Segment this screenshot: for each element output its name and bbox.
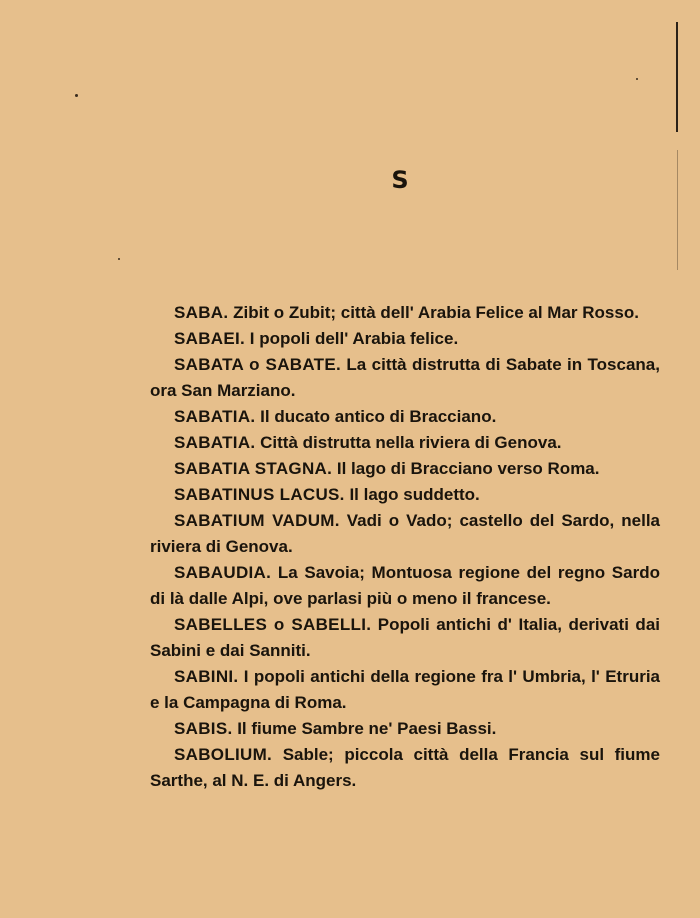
entry-term: SABOLIUM. bbox=[174, 745, 273, 764]
entry-term: SABELLES o SABELLI. bbox=[174, 615, 372, 634]
entry-text: Il ducato antico di Bracciano. bbox=[255, 407, 497, 426]
entry bbox=[150, 482, 660, 508]
entry bbox=[150, 560, 660, 612]
entry-term: SABA. bbox=[174, 303, 229, 322]
entry bbox=[150, 742, 660, 794]
entry bbox=[150, 508, 660, 560]
entry-text: Il lago suddetto. bbox=[344, 485, 480, 504]
entry-term: SABATIA STAGNA. bbox=[174, 459, 333, 478]
entry-text: Il fiume Sambre ne' Paesi Bassi. bbox=[232, 719, 497, 738]
paper-speck bbox=[636, 78, 638, 80]
entry-text: I popoli dell' Arabia felice. bbox=[245, 329, 459, 348]
entry-term: SABAUDIA. bbox=[174, 563, 272, 582]
entry-term: SABATIUM VADUM. bbox=[174, 511, 340, 530]
entry-text: La Savoia; Montuosa regione del regno Sardo di là dalle Alpi, ove parlasi più o meno il francese. bbox=[150, 563, 660, 608]
entry bbox=[150, 456, 660, 482]
entry-term: SABATIA. bbox=[174, 407, 256, 426]
gazetteer-entries bbox=[150, 300, 660, 794]
section-heading: S bbox=[391, 166, 409, 194]
entry-term: SABIS. bbox=[174, 719, 233, 738]
entry bbox=[150, 326, 660, 352]
paper-speck bbox=[118, 258, 120, 260]
page-edge-line bbox=[676, 22, 678, 132]
entry-text: Sable; piccola città della Francia sul fiume Sarthe, al N. E. di Angers. bbox=[150, 745, 660, 790]
entry-text: Popoli antichi d' Italia, derivati dai Sabini e dai Sanniti. bbox=[150, 615, 660, 660]
entry-term: SABATINUS LACUS. bbox=[174, 485, 345, 504]
entry-term: SABINI. bbox=[174, 667, 239, 686]
entry bbox=[150, 352, 660, 404]
entry bbox=[150, 404, 660, 430]
entry-term: SABATIA. bbox=[174, 433, 256, 452]
entry-text: Il lago di Bracciano verso Roma. bbox=[332, 459, 600, 478]
entry bbox=[150, 664, 660, 716]
entry-term: SABAEI. bbox=[174, 329, 246, 348]
entry-text: Città distrutta nella riviera di Genova. bbox=[255, 433, 562, 452]
entry-text: La città distrutta di Sabate in Toscana, ora San Marziano. bbox=[150, 355, 660, 400]
entry-text: Zibit o Zubit; città dell' Arabia Felice al Mar Rosso. bbox=[228, 303, 639, 322]
entry-text: I popoli antichi della regione fra l' Umbria, l' Etruria e la Campagna di Roma. bbox=[150, 667, 660, 712]
entry-term: SABATA o SABATE. bbox=[174, 355, 342, 374]
entry-text: Vadi o Vado; castello del Sardo, nella riviera di Genova. bbox=[150, 511, 660, 556]
entry bbox=[150, 300, 660, 326]
entry bbox=[150, 430, 660, 456]
paper-speck bbox=[75, 94, 78, 97]
entry bbox=[150, 716, 660, 742]
entry bbox=[150, 612, 660, 664]
